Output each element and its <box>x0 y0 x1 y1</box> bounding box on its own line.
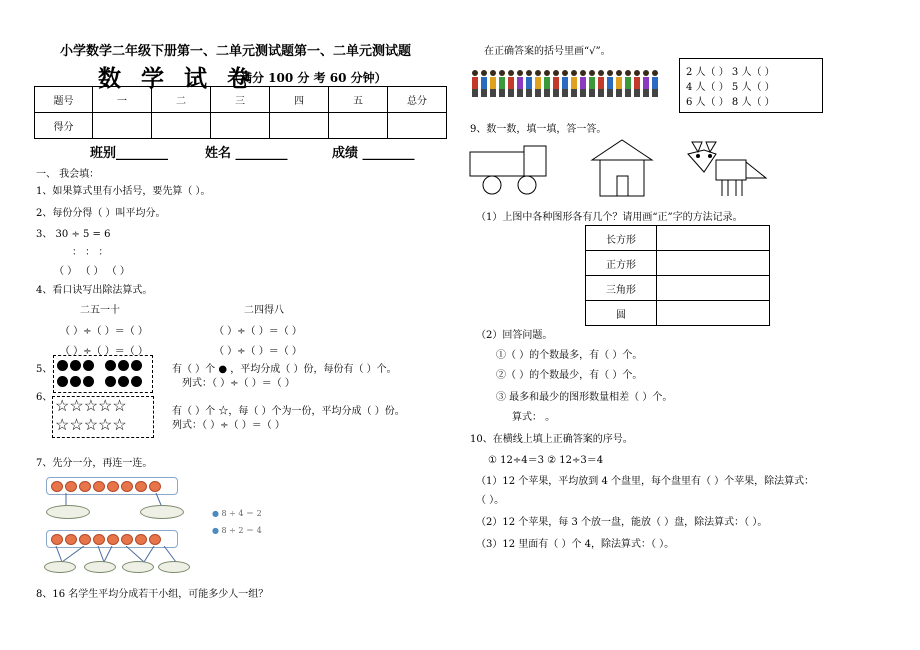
score-table <box>34 86 447 139</box>
question-10-2[interactable]: （2）12 个苹果，每 3 个放一盘，能放（ ）盘，除法算式：（ ）。 <box>476 517 768 528</box>
score-field[interactable]: 成绩 ________ <box>332 146 415 161</box>
score-cell[interactable] <box>93 113 152 139</box>
question-9-1: （1）上图中各种图形各有几个？请用画“正”字的方法记录。 <box>476 212 743 223</box>
question-9-2b[interactable]: ②（ ）的个数最少，有（ ）个。 <box>496 370 643 381</box>
question-10: 10、在横线上填上正确答案的序号。 <box>470 434 633 445</box>
question-10-1-answer[interactable]: （ ）。 <box>476 495 505 506</box>
division-blank[interactable]: （ ）÷（ ）＝（ ） <box>60 326 148 337</box>
score-header: 三 <box>211 87 270 113</box>
question-9: 9、数一数，填一填，答一答。 <box>470 124 607 135</box>
shapes-picture <box>466 138 776 200</box>
question-2: 2、每份分得（ ）叫平均分。 <box>36 208 166 219</box>
star-row-2: ☆☆☆☆☆ <box>55 415 127 434</box>
score-header: 一 <box>93 87 152 113</box>
score-cell[interactable] <box>152 113 211 139</box>
question-10-3[interactable]: （3）12 里面有（ ）个 4，除法算式：（ ）。 <box>476 539 675 550</box>
question-5-number: 5、 <box>36 364 53 375</box>
question-10-1[interactable]: （1）12 个苹果，平均放到 4 个盘里，每个盘里有（ ）个苹果，除法算式： <box>476 476 815 487</box>
question-9-2a[interactable]: ①（ ）的个数最多，有（ ）个。 <box>496 350 643 361</box>
connect-lines-top <box>46 493 186 507</box>
division-blank[interactable]: （ ）÷（ ）＝（ ） <box>60 346 148 357</box>
question-9-formula[interactable]: 算式： 。 <box>512 412 556 423</box>
match-option-1[interactable]: ● 8 ÷ 4 ＝ 2 <box>212 509 262 518</box>
shape-label: 三角形 <box>586 276 657 301</box>
question-5: 有（ ）个 ● ，平均分成（ ）份，每份有（ ）个。 <box>172 364 397 375</box>
plate <box>122 561 154 573</box>
match-option-1-text: 8 ÷ 4 ＝ 2 <box>221 509 262 518</box>
score-cell[interactable] <box>388 113 447 139</box>
score-cell: 得分 <box>35 113 93 139</box>
plate <box>158 561 190 573</box>
question-1: 1、如果算式里有小括号，要先算（ ）。 <box>36 186 211 197</box>
plate <box>44 561 76 573</box>
question-4: 4、看口诀写出除法算式。 <box>36 285 153 296</box>
question-8: 8、16 名学生平均分成若干小组，可能多少人一组？ <box>36 589 269 600</box>
question-3-blanks[interactable]: （ ） （ ） （ ） <box>54 266 130 277</box>
question-5-formula[interactable]: 列式：（ ）÷（ ）＝（ ） <box>182 378 295 389</box>
shape-label: 正方形 <box>586 251 657 276</box>
section-1-heading: 一、 我会填： <box>36 169 100 180</box>
dots-group-right <box>104 359 148 391</box>
shapes-tally-table <box>585 225 770 326</box>
question-10-options: ① 12÷4＝3 ② 12÷3＝4 <box>488 455 604 466</box>
group-option-row[interactable]: 4 人（ ） 5 人（ ） <box>686 82 775 93</box>
question-3: 3、 30 ÷ 5 = 6 <box>36 229 111 240</box>
children-picture <box>470 70 670 102</box>
question-6-formula[interactable]: 列式：（ ）÷（ ）＝（ ） <box>172 420 285 431</box>
star-row-1: ☆☆☆☆☆ <box>55 396 127 415</box>
score-header: 题号 <box>35 87 93 113</box>
question-3-colons: ： ： ： <box>72 247 109 258</box>
paper-title: 小学数学二年级下册第一、二单元测试题第一、二单元测试题 <box>60 44 412 59</box>
tally-cell[interactable] <box>657 276 770 301</box>
question-9-2: （2）回答问题。 <box>476 330 553 341</box>
exam-name: 数 学 试 卷 <box>98 65 257 92</box>
division-blank[interactable]: （ ）÷（ ）＝（ ） <box>214 326 302 337</box>
score-header: 四 <box>270 87 329 113</box>
group-option-row[interactable]: 6 人（ ） 8 人（ ） <box>686 97 775 108</box>
score-cell[interactable] <box>329 113 388 139</box>
question-9-2c[interactable]: ③ 最多和最少的图形数量相差（ ）个。 <box>496 392 673 403</box>
score-header: 二 <box>152 87 211 113</box>
score-header: 五 <box>329 87 388 113</box>
match-option-2-text: 8 ÷ 2 ＝ 4 <box>221 526 262 535</box>
question-6: 有（ ）个 ☆，每（ ）个为一份，平均分成（ ）份。 <box>172 406 405 417</box>
stars-group-box <box>52 396 154 438</box>
rhyme-b: 二四得八 <box>244 305 284 316</box>
class-field[interactable]: 班别________ <box>90 146 169 161</box>
score-header: 总分 <box>388 87 447 113</box>
dots-group-left <box>56 359 100 391</box>
tally-cell[interactable] <box>657 301 770 326</box>
question-6-number: 6、 <box>36 392 53 403</box>
score-cell[interactable] <box>211 113 270 139</box>
rhyme-a: 二五一十 <box>80 305 120 316</box>
match-option-2[interactable]: ● 8 ÷ 2 ＝ 4 <box>212 526 262 535</box>
shape-label: 圆 <box>586 301 657 326</box>
exam-info: （满分 100 分 考 60 分钟） <box>228 71 387 85</box>
plate <box>46 505 90 519</box>
tally-cell[interactable] <box>657 226 770 251</box>
tally-cell[interactable] <box>657 251 770 276</box>
question-7: 7、先分一分，再连一连。 <box>36 458 153 469</box>
instruction: 在正确答案的括号里画“√”。 <box>484 46 611 57</box>
plate <box>84 561 116 573</box>
group-options-box <box>679 58 823 113</box>
dots-group-box <box>53 355 153 393</box>
shape-label: 长方形 <box>586 226 657 251</box>
score-cell[interactable] <box>270 113 329 139</box>
plate <box>140 505 184 519</box>
division-blank[interactable]: （ ）÷（ ）＝（ ） <box>214 346 302 357</box>
name-field[interactable]: 姓名 ________ <box>205 146 288 161</box>
group-option-row[interactable]: 2 人（ ） 3 人（ ） <box>686 67 775 78</box>
